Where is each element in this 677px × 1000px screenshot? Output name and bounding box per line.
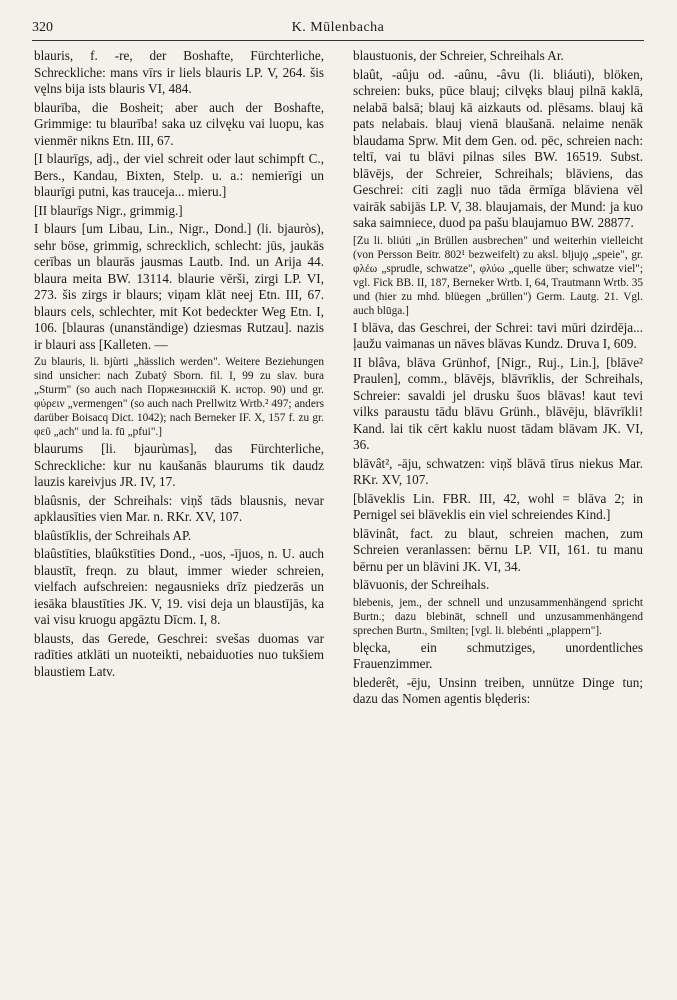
entry-blaustiklis: blaûstīklis, der Schreihals AP.: [34, 527, 192, 543]
entry-blausts: blausts, das Gerede, Geschrei: svešas duomas var radīties atklāti un nuoteikti, nebaiduoties nuo tukšiem blaustiem Latv.: [34, 630, 324, 679]
entry-blavinat: blāvinât, fact. zu blaut, schreien machen, zum Schreien veranlassen: bērnu LP. VII, 161. tu manu bērnu per un blāvini JK. VI, 34.: [353, 525, 643, 574]
entry-blaustities: blaûstīties, blaûkstīties Dond., -uos, -ījuos, n. U. auch blaustīt, freqn. zu blaut, immer wieder schreien, vielfach aufschreien: negausnieks drīz piedzerās un iesāka blaustīties JK. V, 19. visi deja un blaustījās, ka vai visu kruogu apgāztu Dīcm. I, 8.: [34, 546, 324, 627]
entry-blava-2: II blâva, blāva Grünhof, [Nigr., Ruj., Lin.], [blāve² Praulen], comm., blāvējs, blāvrīklis, der Schreihals, Schreier: savaldi jel drusku šuos blāvas! kaut tevi vilks paraustu tādu blāvu Grünh., blāvēju, blāvrīkli! Kand. lai tik cērt kaklu nuost tādam blāvam JK. VI, 36.: [353, 354, 643, 452]
right-column: [353, 48, 643, 710]
page-header: [32, 18, 644, 41]
entry-blauris: blauris, f. -re, der Boshafte, Fürchterliche, Schreckliche: mans vīrs ir liels blauris LP. V, 264. šis vęlns bija ists blauris VI, 484.: [34, 48, 324, 96]
entry-bledert: blederêt, -ēju, Unsinn treiben, unnütze Dinge tun; dazu das Nomen agentis blęderis:: [353, 674, 643, 706]
running-head-author: K. Mūlenbacha: [291, 20, 385, 35]
entry-blausnis: blaûsnis, der Schreihals: viņš tāds blausnis, nevar apklausīties vien Mar. n. RKr. XV, 107.: [34, 492, 324, 524]
page-number: 320: [32, 20, 53, 35]
entry-blaurums: blaurums [li. bjaurùmas], das Fürchterliche, Schreckliche: kur nu kaušanās blaurums tik daudz lauzis kareivjus JR. IV, 17.: [34, 441, 324, 489]
entry-blaveklis: [blāveklis Lin. FBR. III, 42, wohl = blāva 2; in Pernigel sei blāveklis ein viel schreiendes Kind.]: [353, 490, 643, 522]
entry-blaurigs-2: [II blaurīgs Nigr., grimmig.]: [34, 202, 183, 218]
entry-blaurigs-1: [I blaurīgs, adj., der viel schreit oder laut schimpft C., Bers., Kandau, Bixten, Stelp. u. a.: nemierīgi un blaurīgi putni, kas trauceja... mieru.]: [34, 151, 324, 199]
entry-blavat: blāvât², -āju, schwatzen: viņš blāvā tīrus niekus Mar. RKr. XV, 107.: [353, 455, 643, 487]
entry-blecka: blęcka, ein schmutziges, unordentliches Frauenzimmer.: [353, 639, 643, 671]
entry-blavuonis: blāvuonis, der Schreihals.: [353, 577, 490, 592]
entry-blauriba: blaurība, die Bosheit; aber auch der Boshafte, Grimmige: tu blaurība! saka uz cilvęku vai luopu, kas vienmēr nikns Etn. III, 67.: [34, 99, 324, 148]
etymology-note-blaut: [Zu li. bliúti „in Brüllen ausbrechen" und weiterhin vielleicht (von Persson Beitr. 802¹ bezweifelt) zu aksl. bljujǫ „speie", gr. φλέω „sprudle, schwatze", φλύω „quelle über; schwatze viel"; vgl. Fick BB. II, 187, Berneker Wrtb. I, 64, Trautmann Wrtb. 35 und (hier zu mhd. blüegen „brüllen") Germ. Lautg. 21. Vgl. auch blūga.]: [353, 234, 643, 317]
left-column: [34, 48, 324, 682]
entry-blaustuonis: blaustuonis, der Schreier, Schreihals Ar.: [353, 48, 564, 63]
entry-blaut: blaût, -aûju od. -aûnu, -âvu (li. bliáuti), blöken, schreien: buks, pūce blauj; cilvęks blauj pilnā kaklā, nelabā balsā; blauj kā aizkauts od. plēsams. blauj kā pats nelabais. blauj vienā blaušanā. nelaime nenāk blaudama Sprw. Mit dem Gen. od. pēc, schreien nach: teltī, vai tu blāvi pilnas siles BW. 16519. Subst. blāvējs, der Schreier, Schreihals; blāviens, das Geschrei: citi zagļi nuo tāda ērmīga blāviena vēl vairāk sabijās LP. V, 38. blaujamais, der Mund: ja kuo saka saimniece, duod pa pašu blaujamuo BW. 28877.: [353, 66, 643, 230]
entry-blaurs: I blaurs [um Libau, Lin., Nigr., Dond.] (li. bjauròs), sehr böse, grimmig, schrecklich, schlecht: jūs, jaukās cerības un blaurās jausmas Lautb. Ind. un Arija 44. blaura meita BW. 13114. blaurie vērši, zirgi LP. VI, 273. šis zirgs ir blaurs; viņam klāt neej Etn. III, 67. blaurs cels, schlechter, mit Kot bedeckter Weg Etn. I, 106. [blauras (unanständige) dziesmas Rutzau]. nazis ir blauri ass [Kalleten. —: [34, 221, 324, 352]
etymology-note-blaurs: Zu blauris, li. bjùrti „hässlich werden". Weitere Beziehungen sind unsicher: nach Zubatý Sborn. fil. I, 99 zu slav. bura „Sturm" (so auch nach Поржезинскій К. истор. 90) und gr. φύρειν „vermengen" (so auch nach Prellwitz Wrtb.² 497; anders darüber Boisacq Dict. 1042); nach Berneker IF. X, 157 f. zu gr. φεῦ „ach" und la. fū „pfui".]: [34, 356, 324, 438]
entry-blebenis: blebenis, jem., der schnell und unzusammenhängend spricht Burtn.; dazu blebināt, schnell und unzusammenhängend sprechen Burtn., Smilten; [vgl. li. blebénti „plappern"].: [353, 596, 643, 637]
entry-blava-1: I blāva, das Geschrei, der Schrei: tavi mūri dzirdēja... ļaužu vaimanas un nāves blāvas Kundz. Druva I, 609.: [353, 319, 643, 351]
